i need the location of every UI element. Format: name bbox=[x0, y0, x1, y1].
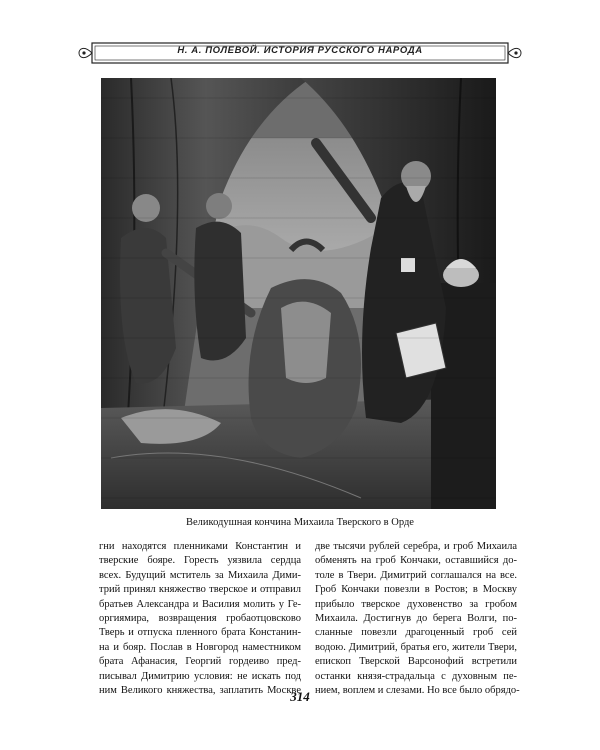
text-line: всех. Будущий мститель за Михаила Дими- bbox=[99, 569, 301, 581]
text-column-left bbox=[99, 540, 301, 698]
text-line: оргиямира, возвращения гробаотцовсково bbox=[99, 613, 301, 625]
text-line: останки князя-страдальца с духовным пе- bbox=[315, 670, 517, 682]
text-line: обменять на гроб Кончаки, оставшийся до- bbox=[315, 555, 517, 567]
text-line: Михаила. Достигнув до берега Волги, по- bbox=[315, 613, 517, 625]
text-line: сланные повезли драгоценный гроб сей bbox=[315, 627, 517, 639]
text-column-right bbox=[315, 540, 520, 698]
text-line: нием, воплем и слезами. Но все было обрядо- bbox=[315, 685, 520, 697]
text-line: Тверь и отпуска пленного брата Констанин- bbox=[99, 627, 301, 639]
text-line: водою. Димитрий, братья его, жители Твери, bbox=[315, 641, 517, 653]
page-number: 314 bbox=[290, 689, 310, 704]
text-line: прибыло тверское духовенство за гробом bbox=[315, 598, 517, 610]
text-line: на и бояр. Послав в Новгород наместником bbox=[99, 641, 301, 653]
running-header bbox=[78, 41, 522, 65]
engraving-illustration bbox=[101, 78, 496, 509]
text-line: братьев Александра и Василия молить у Ге- bbox=[99, 598, 301, 610]
illustration-caption: Великодушная кончина Михаила Тверского в Орде bbox=[186, 517, 414, 528]
text-line: Гроб Кончаки повезли в Ростов; в Москву bbox=[315, 584, 517, 596]
text-line: гни находятся пленниками Константин и bbox=[99, 541, 301, 552]
text-line: писывал Димитрию условия: не искать под bbox=[99, 670, 301, 682]
text-line: тверские бояре. Горесть уязвила сердца bbox=[99, 555, 301, 567]
text-line: толе в Твери. Димитрий соглашался на все. bbox=[315, 569, 517, 581]
text-line: трий принял княжество тверское и отправил bbox=[99, 584, 301, 596]
text-line: ним Великого княжества, заплатить Москве bbox=[99, 685, 301, 697]
text-line: брата Афанасия, Георгий гордеиво пред- bbox=[99, 656, 301, 668]
text-line: епископ Тверской Варсонофий встретили bbox=[315, 656, 517, 668]
text-line: две тысячи рублей серебра, и гроб Михаила bbox=[315, 541, 517, 552]
running-title: Н. А. ПОЛЕВОЙ. ИСТОРИЯ РУССКОГО НАРОДА bbox=[177, 45, 423, 56]
